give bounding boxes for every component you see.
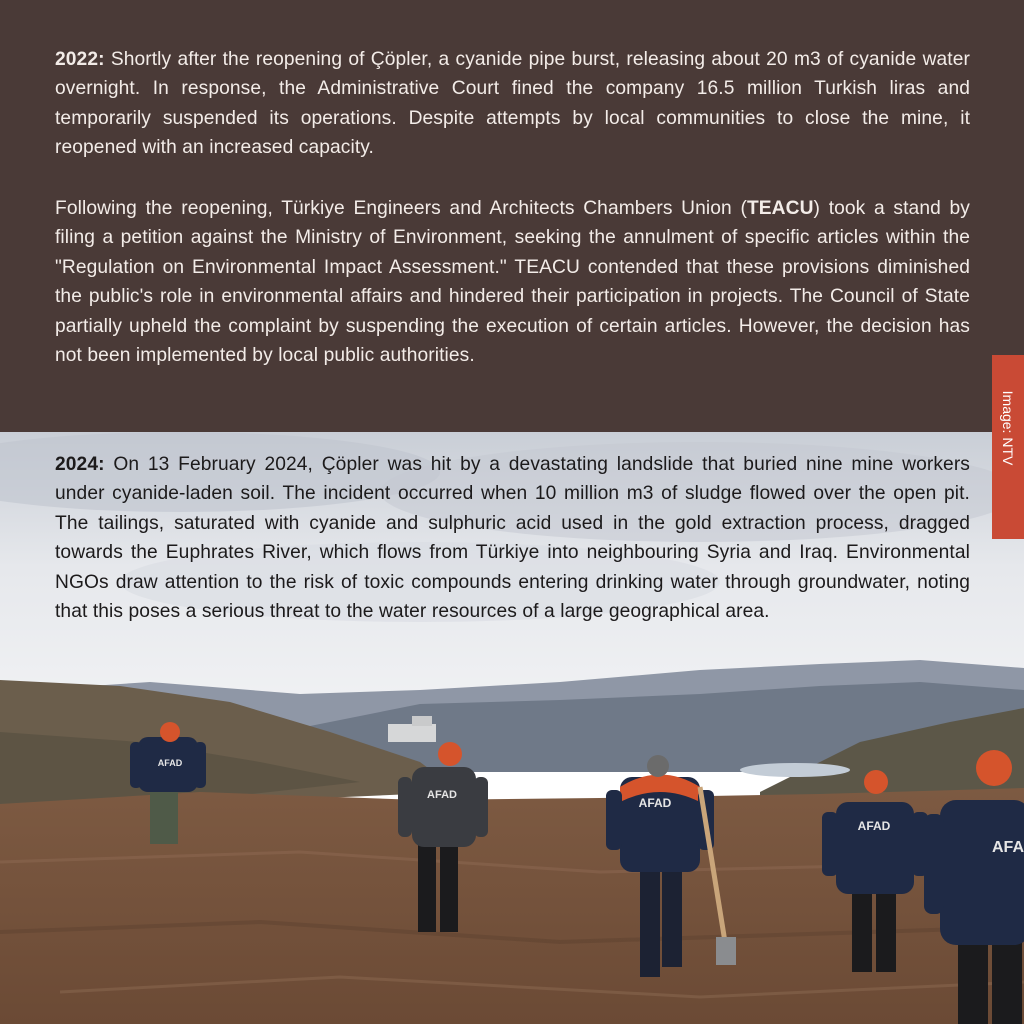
image-credit: Image: NTV: [1000, 390, 1016, 466]
paragraph-2022: [55, 45, 970, 163]
paragraph-2022-text: Shortly after the reopening of Çöpler, a cyanide pipe burst, releasing about 20 m3 of cyanide water overnight. In response, the Administrative Court fined the company 16.5 million Turkish liras and temporarily suspended its operations. Despite attempts by local communities to close the mine, it reopened with an increased capacity.: [55, 49, 970, 159]
teacu-acronym: TEACU: [746, 198, 814, 219]
svg-text:AFAD: AFAD: [638, 796, 672, 810]
svg-text:AFAD: AFAD: [427, 789, 457, 801]
paragraph-2024: [55, 450, 970, 626]
svg-text:AFAD: AFAD: [157, 758, 183, 768]
year-label-2022: 2022:: [55, 49, 105, 70]
paragraph-teacu-text-before: Following the reopening, Türkiye Engineers and Architects Chambers Union (: [55, 198, 747, 219]
year-label-2024: 2024:: [55, 454, 105, 475]
svg-text:AFA: AFA: [992, 839, 1024, 856]
paragraph-2024-text: On 13 February 2024, Çöpler was hit by a devastating landslide that buried nine mine workers under cyanide-laden soil. The incident occurred when 10 million m3 of sludge flowed over the open pit. The tailings, saturated with cyanide and sulphuric acid used in the gold extraction process, dragged towards the Euphrates River, which flows from Türkiye into neighbouring Syria and Iraq. Environmental NGOs draw attention to the risk of toxic compounds entering drinking water through groundwater, noting that this poses a serious threat to the water resources of a large geographical area.: [55, 454, 970, 623]
paragraph-teacu: [55, 194, 970, 370]
svg-text:AFAD: AFAD: [857, 819, 891, 833]
paragraph-teacu-text-after: ) took a stand by filing a petition against the Ministry of Environment, seeking the annulment of specific articles within the "Regulation on Environmental Impact Assessment." TEACU contended that these provisions diminished the public's role in environmental affairs and hindered their participation in projects. The Council of State partially upheld the complaint by suspending the execution of certain articles. However, the decision has not been implemented by local public authorities.: [55, 198, 970, 367]
